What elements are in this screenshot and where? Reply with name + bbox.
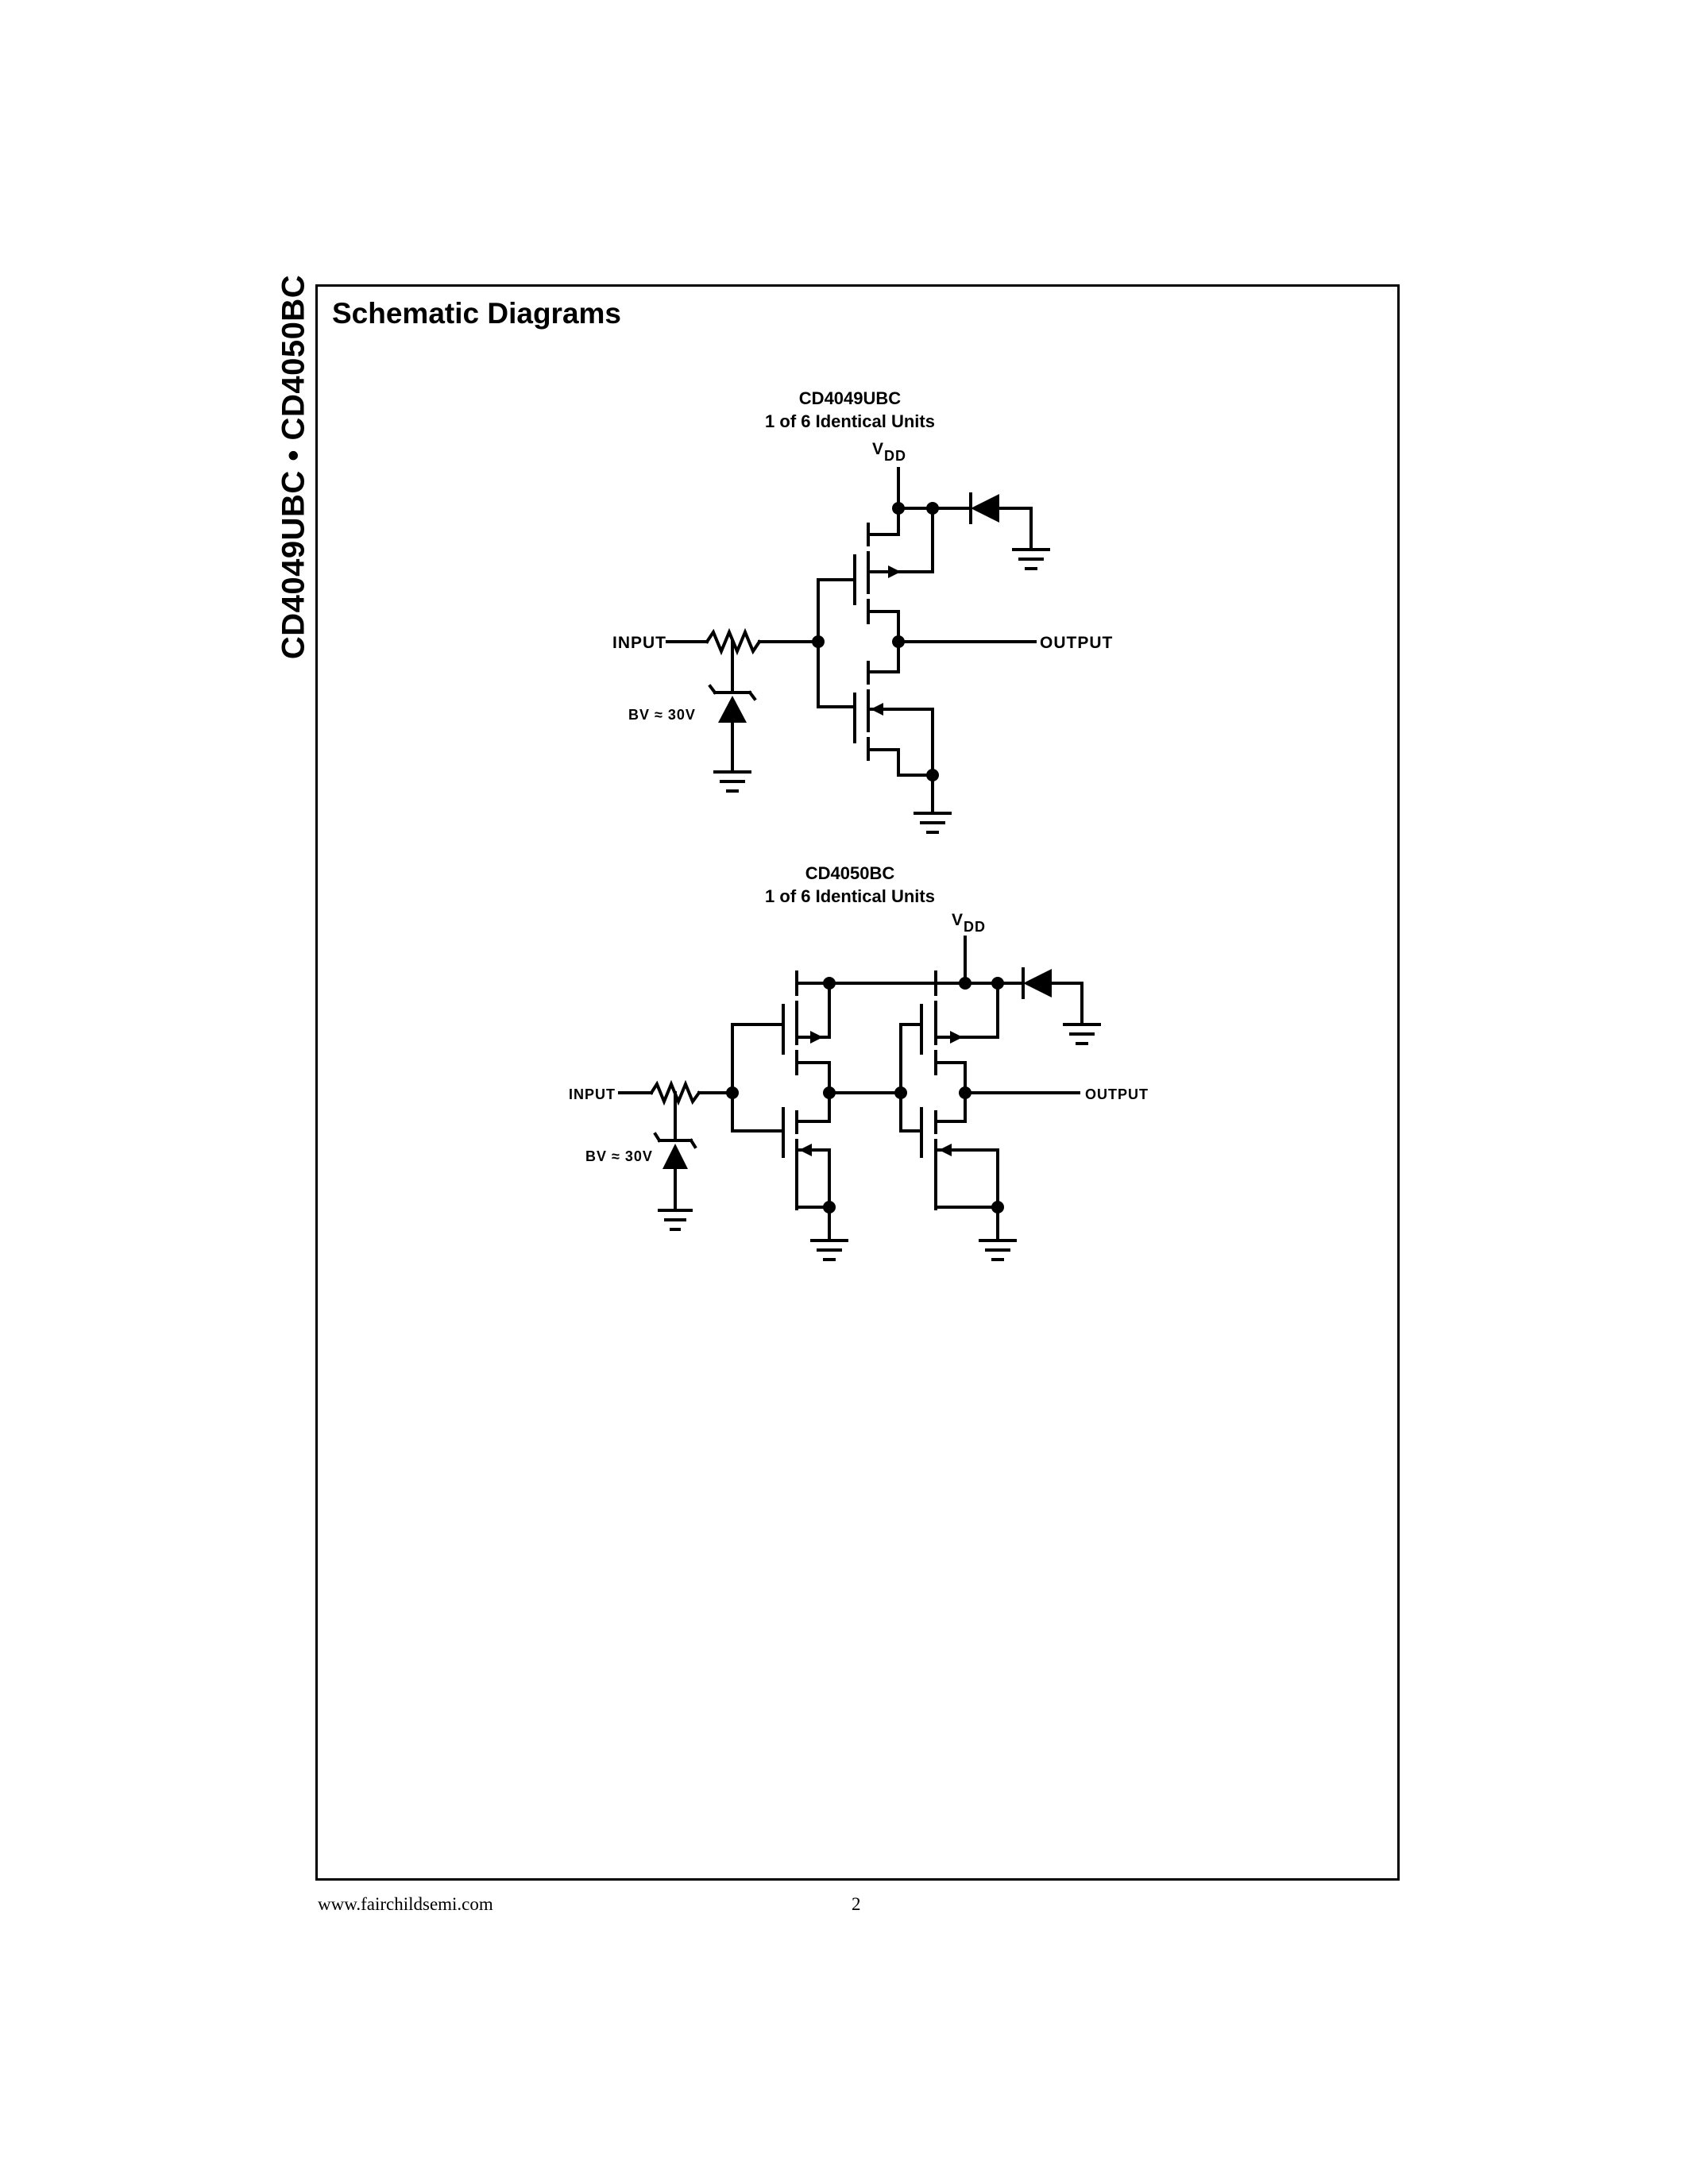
- zener-diode-2: [655, 1134, 695, 1209]
- zener-diode-1: [710, 686, 755, 770]
- nmos-transistor-stage-2: [921, 1093, 998, 1209]
- output-label-2: OUTPUT: [1085, 1086, 1149, 1102]
- nmos-transistor: [855, 642, 933, 812]
- ground-symbol: [715, 772, 750, 791]
- ground-symbol: [980, 1241, 1015, 1260]
- diagram-1-title: CD4049UBC: [798, 388, 902, 408]
- diode-1: [971, 494, 1031, 548]
- page-number: 2: [852, 1894, 861, 1914]
- diagram-2-title: CD4050BC: [805, 863, 895, 883]
- pmos-transistor-stage-1: [783, 972, 829, 1074]
- ground-symbol: [1064, 1024, 1099, 1044]
- ground-symbol: [1014, 550, 1049, 569]
- diagram-2-subtitle: 1 of 6 Identical Units: [765, 886, 935, 906]
- node-dot: [894, 1086, 907, 1099]
- section-title: Schematic Diagrams: [332, 297, 622, 330]
- footer-url[interactable]: www.fairchildsemi.com: [318, 1894, 493, 1914]
- ground-symbol: [915, 813, 950, 832]
- vdd-label-1: VDD: [872, 440, 907, 464]
- input-label-1: INPUT: [612, 634, 666, 652]
- side-title-text: CD4049UBC • CD4050BC: [276, 274, 311, 659]
- input-label-2: INPUT: [569, 1086, 616, 1102]
- zener-label-1: BV ≈ 30V: [628, 707, 696, 723]
- pmos-transistor: [855, 508, 933, 642]
- cd4050bc-schematic: [569, 911, 1149, 1260]
- vdd-label-2: VDD: [952, 911, 987, 935]
- ground-symbol: [812, 1241, 847, 1260]
- nmos-transistor-stage-1: [783, 1109, 829, 1209]
- ground-symbol: [659, 1210, 691, 1229]
- diode-2: [1023, 969, 1082, 1023]
- pmos-transistor-stage-2: [921, 972, 998, 1074]
- cd4049ubc-schematic: [612, 440, 1113, 832]
- node-dot: [926, 769, 939, 781]
- output-label-1: OUTPUT: [1040, 634, 1114, 652]
- diagram-1-subtitle: 1 of 6 Identical Units: [765, 411, 935, 431]
- zener-label-2: BV ≈ 30V: [585, 1148, 653, 1164]
